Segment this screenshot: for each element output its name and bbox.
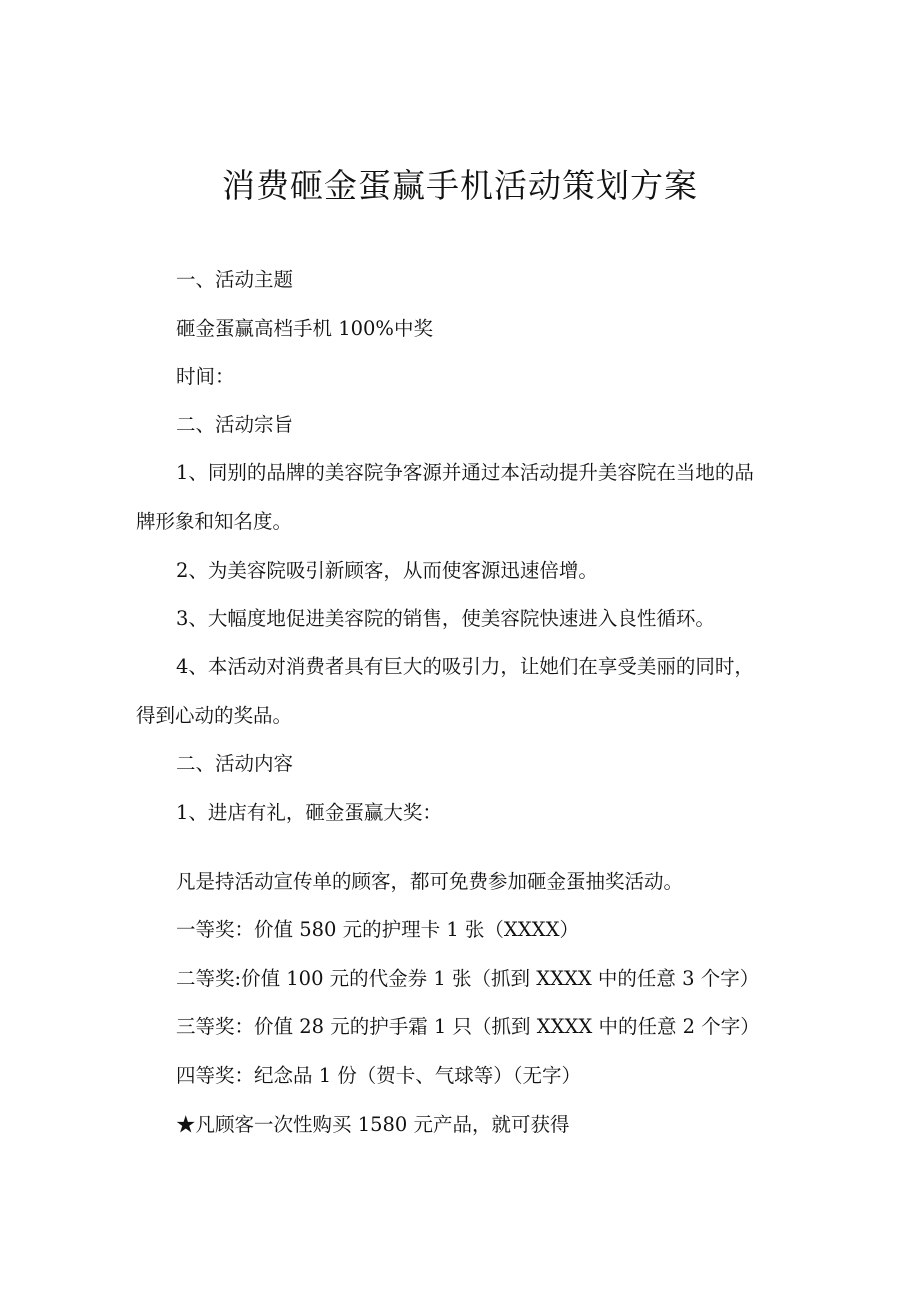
section-heading-content: 二、活动内容 xyxy=(176,752,294,775)
document-title: 消费砸金蛋赢手机活动策划方案 xyxy=(222,166,698,205)
paragraph-purpose-3: 3、大幅度地促进美容院的销售，使美容院快速进入良性循环。 xyxy=(176,607,715,630)
prize-second: 二等奖:价值 100 元的代金券 1 张（抓到 XXXX 中的任意 3 个字） xyxy=(176,967,760,990)
paragraph-purpose-1: 1、同别的品牌的美容院争客源并通过本活动提升美容院在当地的品 xyxy=(176,461,754,484)
paragraph-content-intro: 凡是持活动宣传单的顾客，都可免费参加砸金蛋抽奖活动。 xyxy=(176,870,684,893)
paragraph-purpose-4: 4、本活动对消费者具有巨大的吸引力，让她们在享受美丽的同时， xyxy=(176,655,754,678)
section-heading-theme: 一、活动主题 xyxy=(176,268,294,291)
paragraph-theme-text: 砸金蛋赢高档手机 100%中奖 xyxy=(176,317,433,340)
paragraph-purpose-2: 2、为美容院吸引新顾客，从而使客源迅速倍增。 xyxy=(176,559,598,582)
prize-first: 一等奖：价值 580 元的护理卡 1 张（XXXX） xyxy=(176,918,579,941)
paragraph-purpose-4-cont: 得到心动的奖品。 xyxy=(136,704,293,727)
section-heading-purpose: 二、活动宗旨 xyxy=(176,413,294,436)
prize-third: 三等奖：价值 28 元的护手霜 1 只（抓到 XXXX 中的任意 2 个字） xyxy=(176,1015,760,1038)
paragraph-purpose-1-cont: 牌形象和知名度。 xyxy=(136,510,293,533)
paragraph-time: 时间： xyxy=(176,365,235,388)
paragraph-content-1: 1、进店有礼，砸金蛋赢大奖： xyxy=(176,801,442,824)
prize-fourth: 四等奖：纪念品 1 份（贺卡、气球等）（无字） xyxy=(176,1064,582,1087)
paragraph-purchase-offer: ★凡顾客一次性购买 1580 元产品，就可获得 xyxy=(176,1113,570,1136)
